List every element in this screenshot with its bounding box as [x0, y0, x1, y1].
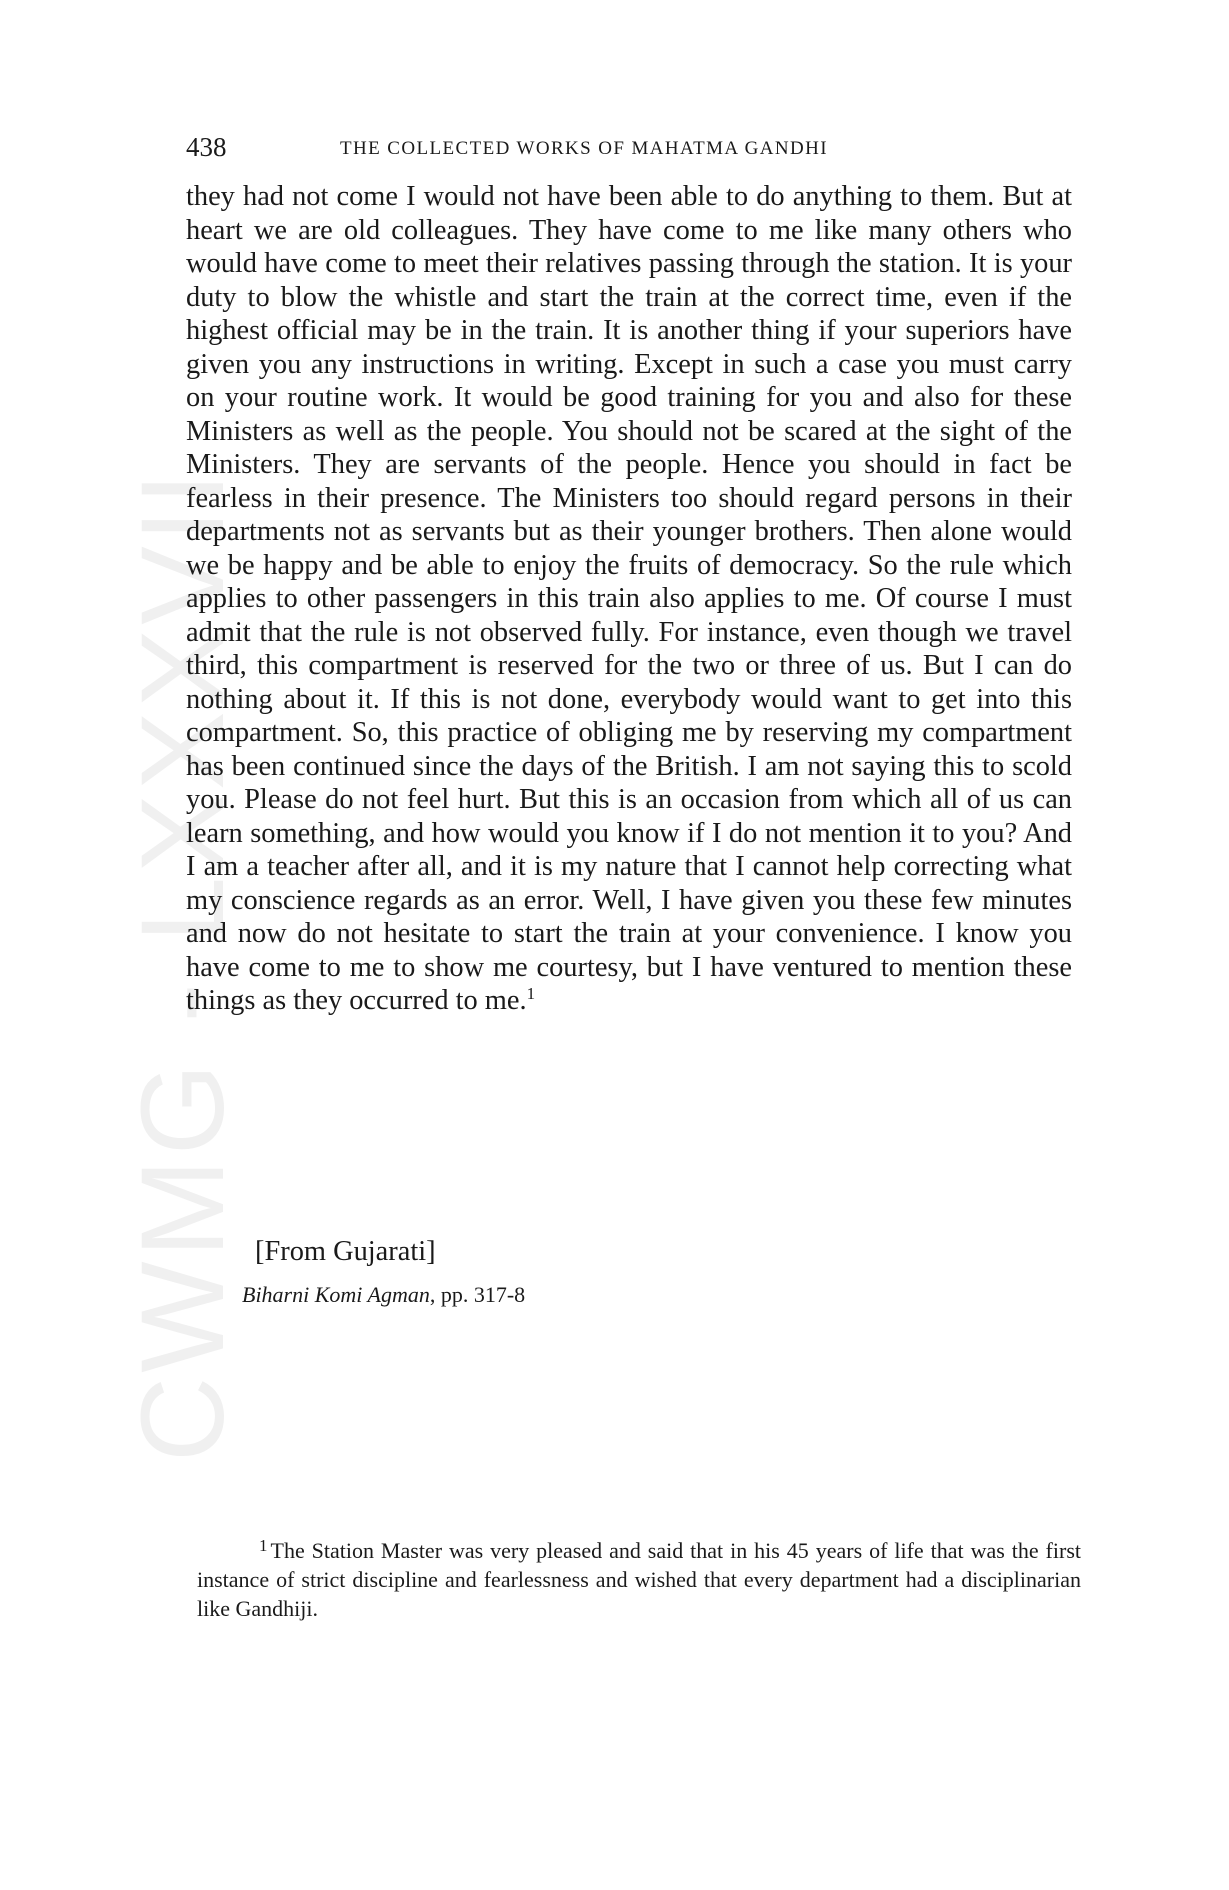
running-head: THE COLLECTED WORKS OF MAHATMA GANDHI — [340, 138, 828, 159]
citation-pages: , pp. 317-8 — [429, 1282, 526, 1307]
page-number: 438 — [186, 132, 227, 162]
footnote — [197, 1536, 1081, 1623]
watermark: CWMG - LXXXVII — [117, 468, 249, 1462]
body-text: they had not come I would not have been able to do anything to them. But at heart we are old colleagues. They have come to me like many others who would have come to meet their relatives passing through the station. It is your duty to blow the whistle and start the train at the correct time, even if the highest official may be in the train. It is another thing if your superiors have given you any instructions in writing. Except in such a case you must carry on your routine work. It would be good training for you and also for these Ministers as well as the people. You should not be scared at the sight of the Ministers. They are servants of the people. Hence you should in fact be fearless in their presence. The Ministers too should regard persons in their departments not as servants but as their younger brothers. Then alone would we be happy and be able to enjoy the fruits of democracy. So the rule which applies to other passengers in this train also applies to me. Of course I must admit that the rule is not observed fully. For instance, even though we travel third, this compartment is reserved for the two or three of us. But I can do nothing about it. If this is not done, everybody would want to get into this compartment. So, this practice of obliging me by reserving my compartment has been continued since the days of the British. I am not saying this to scold you. Please do not feel hurt. But this is an occasion from which all of us can learn something, and how would you know if I do not mention it to you? And I am a teacher after all, and it is my nature that I cannot help correcting what my conscience regards as an error. Well, I have given you these few minutes and now do not hesitate to start the train at your convenience. I know you have come to me to show me courtesy, but I have ventured to mention these things as they occurred to me. — [186, 181, 1072, 1016]
source-citation — [242, 1282, 525, 1308]
footnote-reference[interactable]: 1 — [526, 984, 536, 1003]
citation-title: Biharni Komi Agman — [242, 1282, 430, 1307]
footnote-text: The Station Master was very pleased and said that in his 45 years of life that was the first instance of strict discipline and fearlessness and wished that every department had a disciplinarian like Gandhiji. — [197, 1538, 1081, 1621]
source-language-note: [From Gujarati] — [255, 1236, 436, 1267]
footnote-number: 1 — [259, 1536, 268, 1555]
body-paragraph — [186, 180, 1072, 1018]
page-header — [186, 132, 940, 168]
